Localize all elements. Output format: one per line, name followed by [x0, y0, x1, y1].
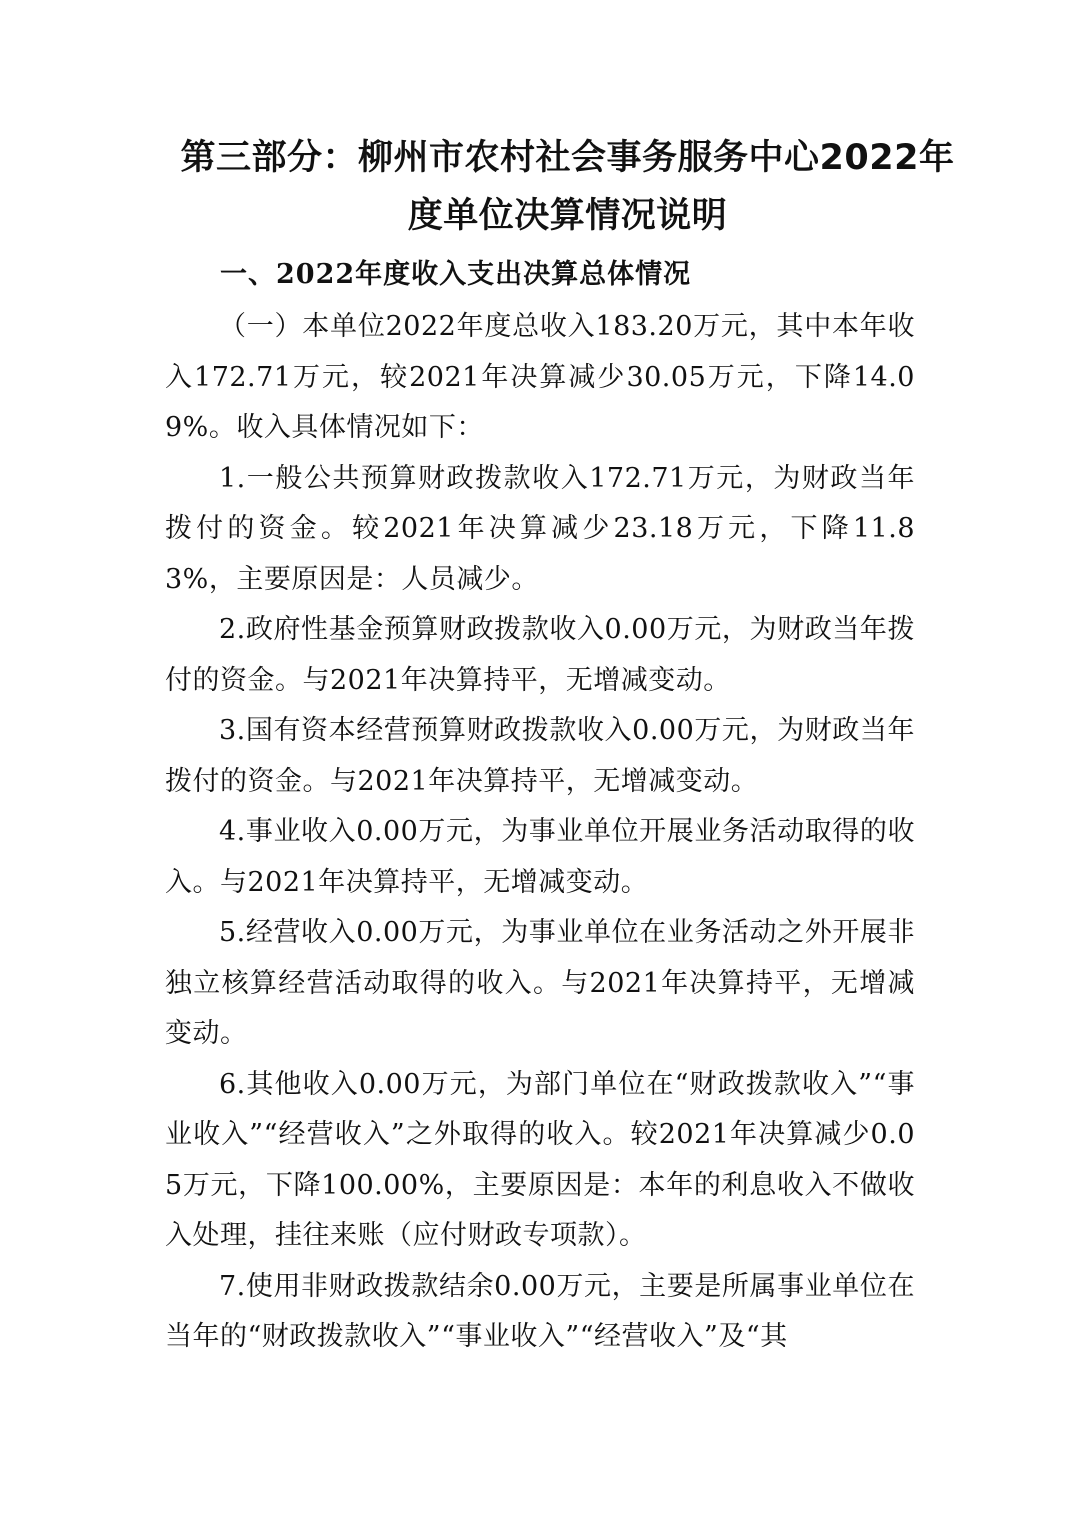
paragraph-operating-income: 5.经营收入0.00万元，为事业单位在业务活动之外开展非独立核算经营活动取得的收入。与2021年决算持平，无增减变动。 [165, 917, 915, 1049]
paragraph-other-income: 6.其他收入0.00万元，为部门单位在“财政拨款收入”“事业收入”“经营收入”之外取得的收入。较2021年决算减少0.05万元，下降100.00%，主要原因是：本年的利息收入不做收入处理，挂往来账（应付财政专项款）。 [165, 1068, 915, 1251]
paragraph-non-fiscal-balance: 7.使用非财政拨款结余0.00万元，主要是所属事业单位在当年的“财政拨款收入”“事业收入”“经营收入”及“其 [165, 1270, 915, 1352]
paragraph-business-income: 4.事业收入0.00万元，为事业单位开展业务活动取得的收入。与2021年决算持平，无增减变动。 [165, 816, 915, 898]
document-body [165, 302, 915, 1363]
paragraph-state-capital-income: 3.国有资本经营预算财政拨款收入0.00万元，为财政当年拨付的资金。与2021年决算持平，无增减变动。 [165, 715, 915, 797]
paragraph-government-fund-income: 2.政府性基金预算财政拨款收入0.00万元，为财政当年拨付的资金。与2021年决算持平，无增减变动。 [165, 614, 915, 696]
document-title-line-1: 第三部分：柳州市农村社会事务服务中心2022年 [180, 138, 955, 178]
document-title-line-2: 度单位决算情况说明 [407, 196, 728, 236]
section-heading: 一、2022年度收入支出决算总体情况 [220, 259, 692, 290]
paragraph-general-budget-income: 1.一般公共预算财政拨款收入172.71万元，为财政当年拨付的资金。较2021年决算减少23.18万元，下降11.83%，主要原因是：人员减少。 [165, 462, 915, 595]
paragraph-total-income: （一）本单位2022年度总收入183.20万元，其中本年收入172.71万元，较2021年决算减少30.05万元，下降14.09%。收入具体情况如下： [165, 311, 915, 443]
